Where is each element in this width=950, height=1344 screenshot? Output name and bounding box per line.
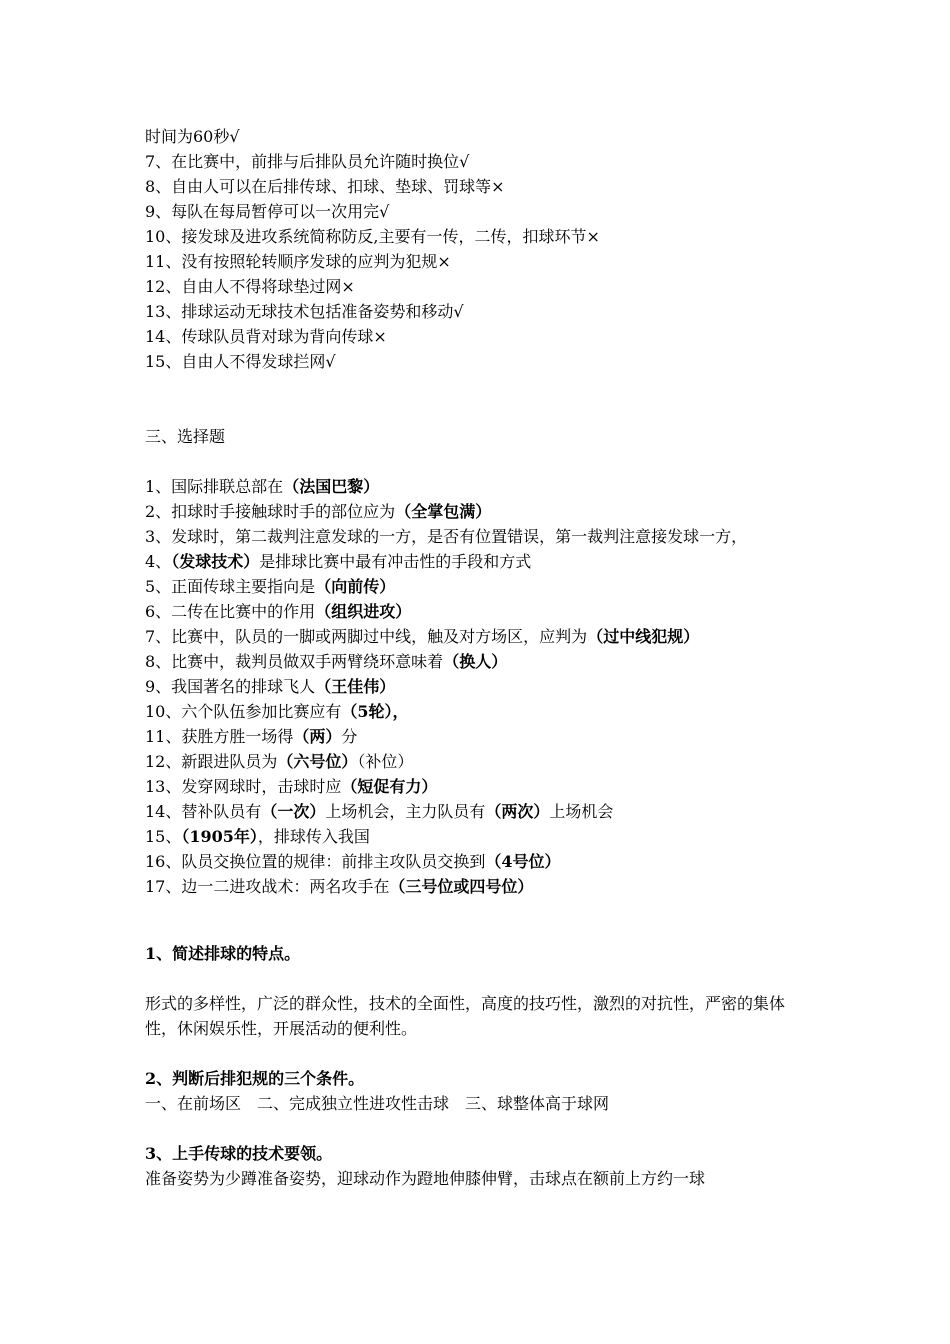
- list-item: 9、每队在每局暂停可以一次用完√: [145, 202, 390, 221]
- answer-paragraph: 形式的多样性，广泛的群众性，技术的全面性，高度的技巧性，激烈的对抗性，严密的集体性，休闲娱乐性，开展活动的便利性。: [145, 994, 786, 1038]
- question-heading: 1、简述排球的特点。: [145, 944, 301, 963]
- list-item: [145, 824, 815, 849]
- answer-text: （六号位）: [277, 752, 358, 771]
- list-item: 13、排球运动无球技术包括准备姿势和移动√: [145, 302, 464, 321]
- question-text: 10、六个队伍参加比赛应有: [145, 702, 342, 721]
- list-item: [145, 699, 815, 724]
- answer-text: （换人）: [443, 652, 508, 671]
- answer-text: （发球技术）: [171, 552, 260, 571]
- question-heading: 2、判断后排犯规的三个条件。: [145, 1069, 365, 1088]
- question-text: 2、扣球时手接触球时手的部位应为: [145, 502, 396, 521]
- section-heading: 三、选择题: [145, 427, 226, 446]
- list-item: 10、接发球及进攻系统简称防反,主要有一传，二传，扣球环节×: [145, 227, 600, 246]
- list-item: 时间为60秒√: [145, 127, 240, 146]
- answer-text: （5轮），: [341, 702, 409, 721]
- answer-text: （全掌包满）: [395, 502, 492, 521]
- question-text: 13、发穿网球时，击球时应: [145, 777, 342, 796]
- list-item: 15、自由人不得发球拦网√: [145, 352, 336, 371]
- answer-text: （短促有力）: [341, 777, 438, 796]
- list-item: [145, 574, 815, 599]
- list-item: 11、没有按照轮转顺序发球的应判为犯规×: [145, 252, 451, 271]
- list-item: [145, 874, 815, 899]
- answer-text: （三号位或四号位）: [389, 877, 534, 896]
- question-text: 上场机会: [549, 802, 614, 821]
- short-answer-2: [145, 1066, 815, 1116]
- answer-text: （法国巴黎）: [283, 477, 380, 496]
- question-text: 4、: [145, 552, 172, 571]
- answer-text: （一次）: [261, 802, 326, 821]
- list-item: [145, 774, 815, 799]
- question-heading: 3、上手传球的技术要领。: [145, 1144, 333, 1163]
- answer-text: （组织进攻）: [315, 602, 412, 621]
- document-page: [145, 124, 815, 1191]
- question-text: 5、正面传球主要指向是: [145, 577, 316, 596]
- list-item: [145, 499, 815, 524]
- question-text: 分: [341, 727, 358, 746]
- list-item: [145, 724, 815, 749]
- choice-list: [145, 474, 815, 899]
- list-item: [145, 849, 815, 874]
- list-item: [145, 624, 815, 649]
- question-text: 6、二传在比赛中的作用: [145, 602, 316, 621]
- question-text: 9、我国著名的排球飞人: [145, 677, 316, 696]
- question-text: 是排球比赛中最有冲击性的手段和方式: [259, 552, 532, 571]
- list-item: [145, 749, 815, 774]
- question-text: 8、比赛中，裁判员做双手两臂绕环意味着: [145, 652, 444, 671]
- question-text: ，排球传入我国: [257, 827, 370, 846]
- question-text: 上场机会，主力队员有: [325, 802, 486, 821]
- list-item: [145, 649, 815, 674]
- answer-text: （1905年）: [181, 827, 258, 846]
- question-text: 14、替补队员有: [145, 802, 262, 821]
- list-item: [145, 799, 815, 824]
- list-item: [145, 524, 815, 549]
- question-text: 1、国际排联总部在: [145, 477, 284, 496]
- list-item: 7、在比赛中，前排与后排队员允许随时换位√: [145, 152, 470, 171]
- question-text: （补位）: [357, 752, 414, 771]
- answer-text: （向前传）: [315, 577, 396, 596]
- list-item: 8、自由人可以在后排传球、扣球、垫球、罚球等×: [145, 177, 505, 196]
- answer-text: （过中线犯规）: [587, 627, 700, 646]
- answer-text: （两次）: [485, 802, 550, 821]
- question-text: 11、获胜方胜一场得: [145, 727, 294, 746]
- question-text: 15、: [145, 827, 182, 846]
- question-text: 17、边一二进攻战术：两名攻手在: [145, 877, 390, 896]
- answer-text: （两）: [293, 727, 342, 746]
- list-item: [145, 549, 815, 574]
- list-item: [145, 599, 815, 624]
- answer-text: （王佳伟）: [315, 677, 396, 696]
- list-item: 12、自由人不得将球垫过网×: [145, 277, 355, 296]
- question-text: 3、发球时，第二裁判注意发球的一方，是否有位置错误，第一裁判注意接发球一方，: [145, 527, 748, 546]
- list-item: [145, 674, 815, 699]
- judgement-tail-list: [145, 124, 815, 374]
- short-answer-3: [145, 1141, 815, 1191]
- short-answer-1: [145, 941, 815, 1041]
- answer-paragraph: 准备姿势为少蹲准备姿势，迎球动作为蹬地伸膝伸臂，击球点在额前上方约一球: [145, 1169, 706, 1188]
- answer-text: （4号位）: [485, 852, 561, 871]
- question-text: 12、新跟进队员为: [145, 752, 278, 771]
- question-text: 16、队员交换位置的规律：前排主攻队员交换到: [145, 852, 486, 871]
- answer-paragraph: 一、在前场区 二、完成独立性进攻性击球 三、球整体高于球网: [145, 1094, 610, 1113]
- list-item: 14、传球队员背对球为背向传球×: [145, 327, 387, 346]
- list-item: [145, 474, 815, 499]
- question-text: 7、比赛中，队员的一脚或两脚过中线，触及对方场区，应判为: [145, 627, 588, 646]
